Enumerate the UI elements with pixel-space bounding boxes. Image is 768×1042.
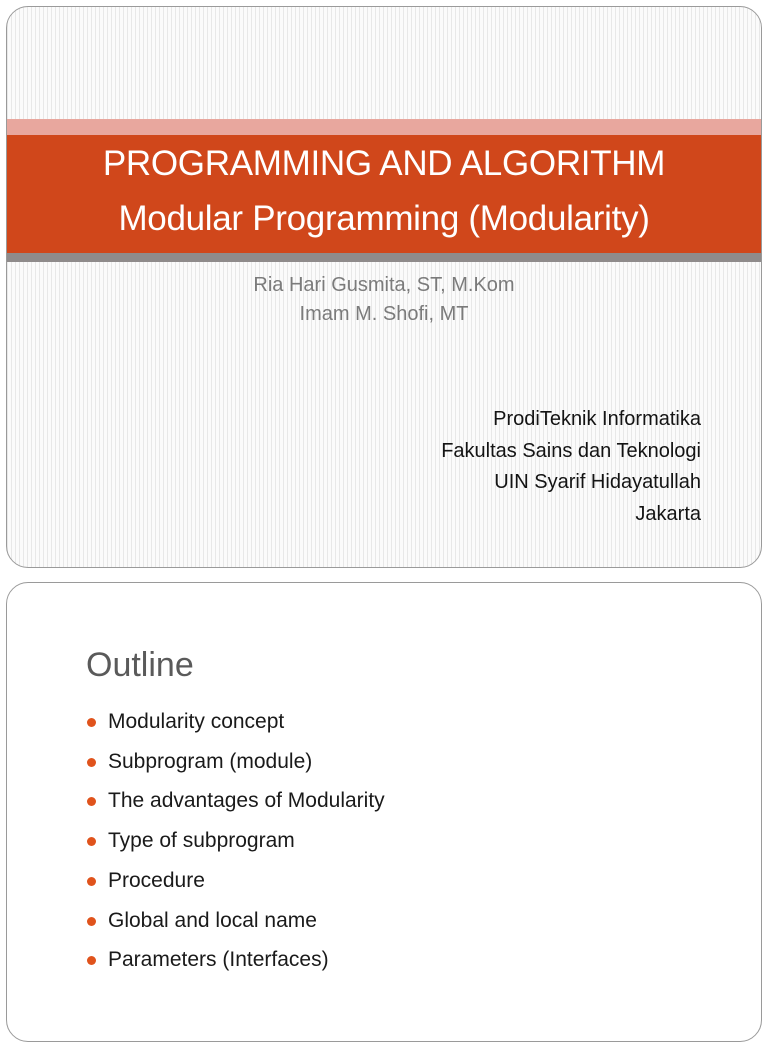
title-band-bottom-stripe [7,253,761,262]
title-slide [6,6,762,568]
outline-list [86,702,385,980]
list-item [86,940,385,980]
list-item [86,702,385,742]
list-item-text: The advantages of Modularity [108,789,385,813]
bullet-icon [87,837,96,846]
bullet-icon [87,917,96,926]
presentation-title: PROGRAMMING AND ALGORITHM [102,144,666,183]
list-item-text: Procedure [108,868,205,892]
title-band-top-stripe [7,119,761,135]
affiliation-city: Jakarta [635,502,701,525]
affiliation [441,404,701,530]
list-item-text: Parameters (Interfaces) [108,948,329,972]
authors [7,271,761,329]
bullet-icon [87,877,96,886]
author-2: Imam M. Shofi, MT [299,303,469,325]
affiliation-program: ProdiTeknik Informatika [493,408,701,430]
outline-slide [6,582,762,1042]
author-1: Ria Hari Gusmita, ST, M.Kom [253,274,515,296]
bullet-icon [87,956,96,965]
bullet-icon [87,758,96,767]
list-item-text: Global and local name [108,908,317,932]
outline-title: Outline [86,646,194,684]
list-item-text: Subprogram (module) [108,749,313,773]
list-item [86,901,385,941]
list-item [86,861,385,901]
list-item [86,821,385,861]
list-item [86,742,385,782]
list-item-text: Type of subprogram [108,829,295,853]
affiliation-faculty: Fakultas Sains dan Teknologi [441,439,701,462]
presentation-subtitle: Modular Programming (Modularity) [118,199,650,238]
bullet-icon [87,797,96,806]
bullet-icon [87,718,96,727]
list-item-text: Modularity concept [108,710,285,733]
affiliation-university: UIN Syarif Hidayatullah [494,471,701,493]
list-item [86,781,385,821]
